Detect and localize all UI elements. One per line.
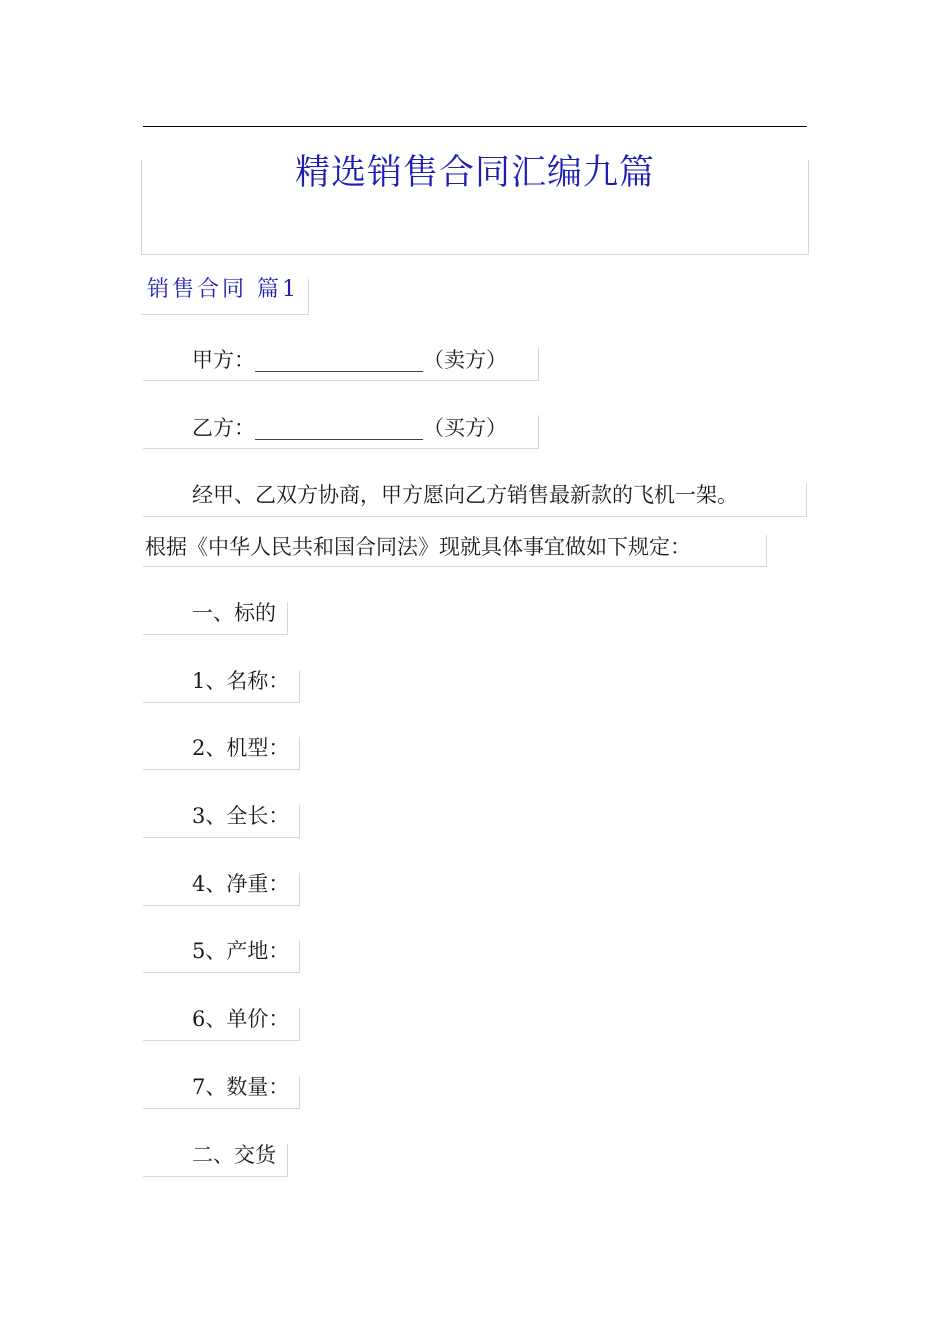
item-origin: 5、产地： xyxy=(192,939,290,963)
item-length: 3、全长： xyxy=(192,804,290,828)
item-unit-price: 6、单价： xyxy=(192,1007,290,1031)
item-model: 2、机型： xyxy=(192,736,290,760)
header-rule xyxy=(143,126,807,127)
item-name: 1、名称： xyxy=(192,669,290,693)
party-b-line: 乙方：________________（买方） xyxy=(192,416,507,440)
party-a-line: 甲方：________________（卖方） xyxy=(192,348,507,372)
intro-paragraph-line-1: 经甲、乙双方协商，甲方愿向乙方销售最新款的飞机一架。 xyxy=(192,483,738,507)
section-heading: 销售合同 篇1 xyxy=(147,277,299,302)
document-title: 精选销售合同汇编九篇 xyxy=(294,153,655,193)
item-quantity: 7、数量： xyxy=(192,1075,290,1099)
intro-paragraph-line-2: 根据《中华人民共和国合同法》现就具体事宜做如下规定： xyxy=(145,535,691,559)
clause-1-heading: 一、标的 xyxy=(192,601,276,625)
clause-2-heading: 二、交货 xyxy=(192,1143,276,1167)
item-weight: 4、净重： xyxy=(192,872,290,896)
